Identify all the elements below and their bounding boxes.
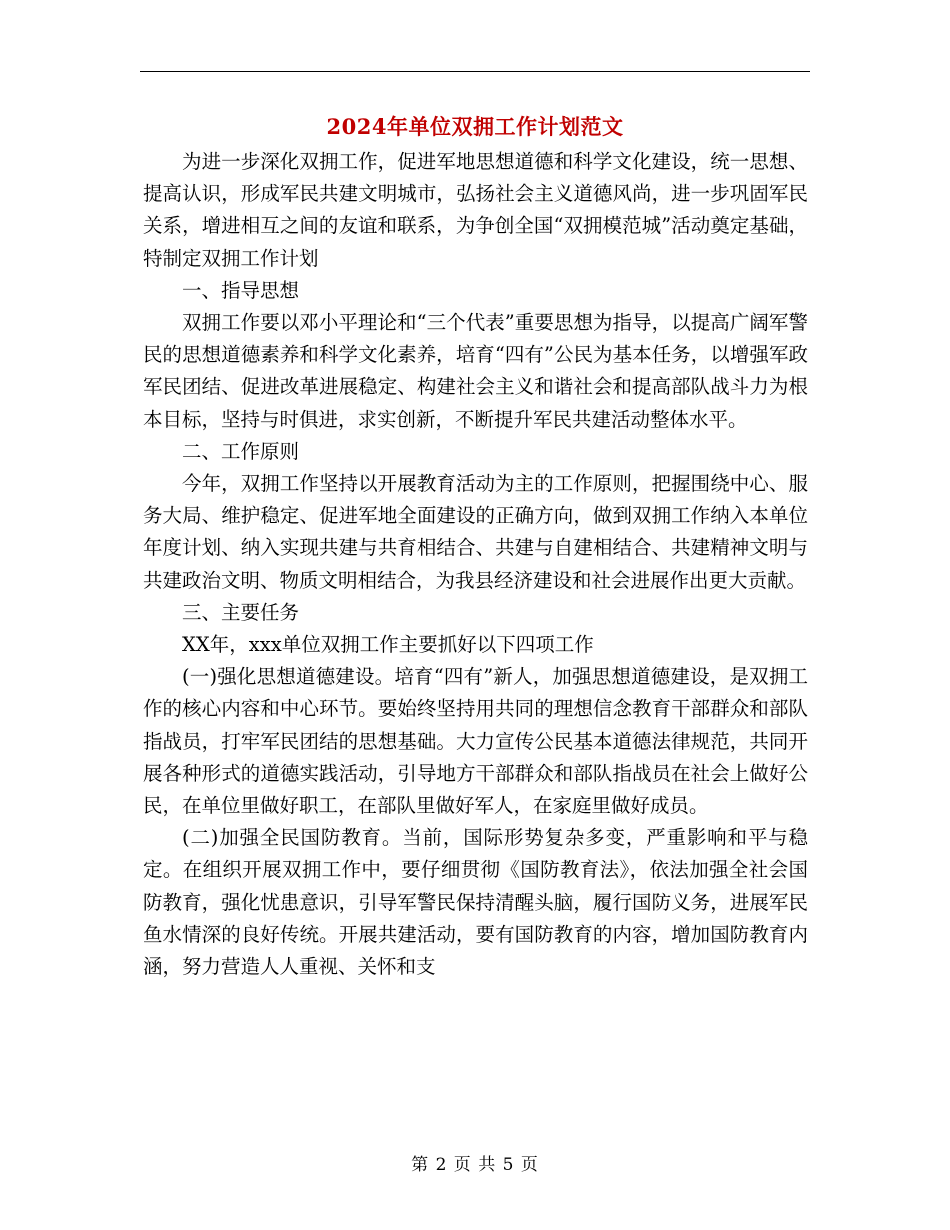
work-principles-paragraph: 今年，双拥工作坚持以开展教育活动为主的工作原则，把握围绕中心、服务大局、维护稳定、促进军地全面建设的正确方向，做到双拥工作纳入本单位年度计划、纳入实现共建与共育相结合、共建与自建相结合、共建精神文明与共建政治文明、物质文明相结合，为我县经济建设和社会进展作出更大贡献。 bbox=[143, 472, 808, 592]
section-heading-guiding-thought: 一、指导思想 bbox=[182, 278, 300, 302]
main-tasks-intro-paragraph: XX年，xxx单位双拥工作主要抓好以下四项工作 bbox=[182, 633, 594, 657]
task-two-paragraph: (二)加强全民国防教育。当前，国际形势复杂多变，严重影响和平与稳定。在组织开展双拥工作中，要仔细贯彻《国防教育法》，依法加强全社会国防教育，强化忧患意识，引导军警民保持清醒头脑，履行国防义务，进展军民鱼水情深的良好传统。开展共建活动，要有国防教育的内容，增加国防教育内涵，努力营造人人重视、关怀和支 bbox=[143, 826, 808, 979]
section-heading-work-principles: 二、工作原则 bbox=[182, 439, 300, 463]
document-title: 2024年单位双拥工作计划范文 bbox=[326, 114, 624, 139]
task-one-paragraph: (一)强化思想道德建设。培育“四有”新人，加强思想道德建设，是双拥工作的核心内容和中心环节。要始终坚持用共同的理想信念教育干部群众和部队指战员，打牢军民团结的思想基础。大力宣传公民基本道德法律规范，共同开展各种形式的道德实践活动，引导地方干部群众和部队指战员在社会上做好公民，在单位里做好职工，在部队里做好军人，在家庭里做好成员。 bbox=[143, 665, 808, 818]
guiding-thought-paragraph: 双拥工作要以邓小平理论和“三个代表”重要思想为指导，以提高广阔军警民的思想道德素养和科学文化素养，培育“四有”公民为基本任务，以增强军政军民团结、促进改革进展稳定、构建社会主义和谐社会和提高部队战斗力为根本目标，坚持与时俱进，求实创新，不断提升军民共建活动整体水平。 bbox=[143, 311, 808, 431]
document-body bbox=[143, 146, 808, 983]
intro-paragraph: 为进一步深化双拥工作，促进军地思想道德和科学文化建设，统一思想、提高认识，形成军民共建文明城市，弘扬社会主义道德风尚，进一步巩固军民关系，增进相互之间的友谊和联系，为争创全国“双拥模范城”活动奠定基础，特制定双拥工作计划 bbox=[143, 150, 808, 270]
section-heading-main-tasks: 三、主要任务 bbox=[182, 600, 300, 624]
page-number-footer: 第 2 页 共 5 页 bbox=[411, 1155, 539, 1175]
header-rule bbox=[140, 71, 810, 72]
